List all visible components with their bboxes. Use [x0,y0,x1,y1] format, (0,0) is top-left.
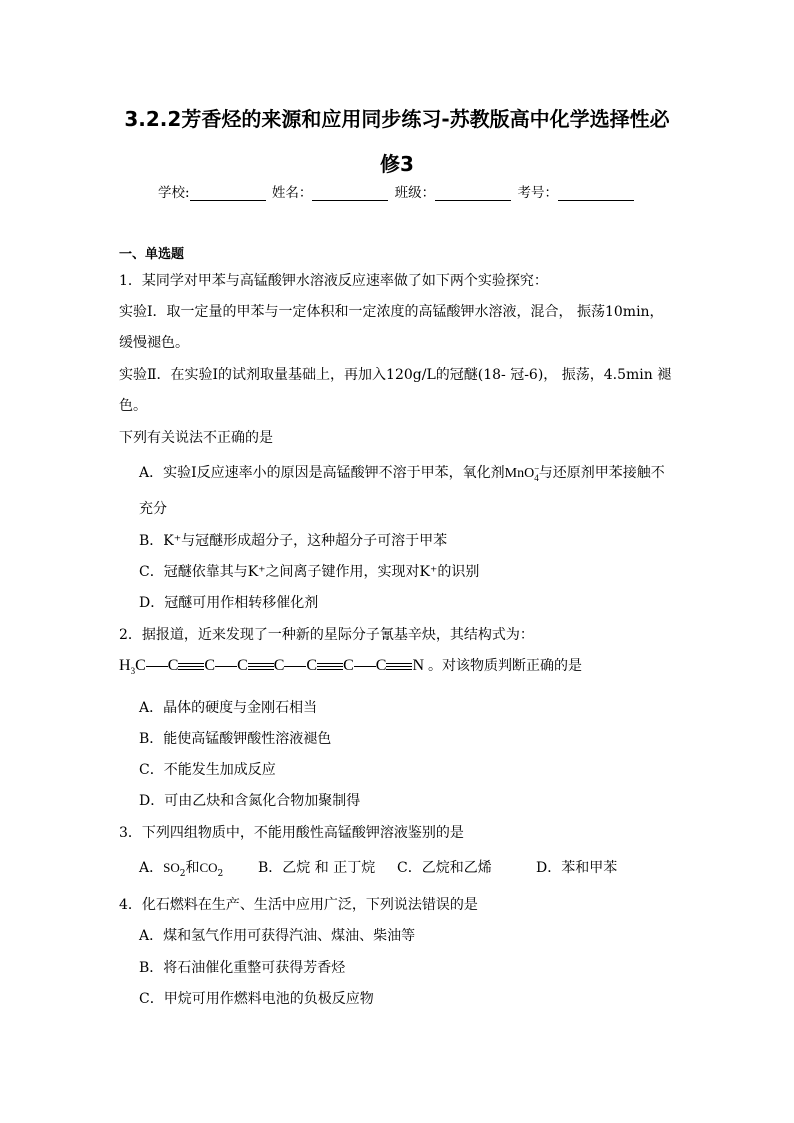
q1-option-a-text1: A．实验Ⅰ反应速率小的原因是高锰酸钾不溶于甲苯，氧化剂 [139,465,505,481]
student-info-row [0,181,794,201]
mno4-formula: MnO−$_4$ [504,463,540,483]
q4-stem: 4．化石燃料在生产、生活中应用广泛，下列说法错误的是 [119,897,478,913]
q3-option-a[interactable]: A．$SO_2$和$CO_2$ [139,860,224,879]
q2-option-b[interactable]: B．能使高锰酸钾酸性溶液褪色 [139,731,332,747]
q4-option-b[interactable]: B．将石油催化重整可获得芳香烃 [139,960,346,976]
name-label: 姓名： [271,185,313,201]
q3-stem: 3．下列四组物质中，不能用酸性高锰酸钾溶液鉴别的是 [119,825,464,841]
class-blank[interactable] [435,186,511,201]
q2-stem: 2．据报道，近来发现了一种新的星际分子氰基辛炔，其结构式为： [119,627,534,643]
q3-option-d[interactable]: D．苯和甲苯 [536,860,618,876]
structural-formula: $H_3C$ C C C C C C C N [119,657,424,677]
q1-stem: 1．某同学对甲苯与高锰酸钾水溶液反应速率做了如下两个实验探究： [119,273,548,289]
q1-option-a-cont: 充分 [139,501,167,517]
section-heading: 一、单选题 [119,247,185,262]
q1-option-a[interactable] [139,462,665,483]
q1-option-b[interactable]: B．K⁺与冠醚形成超分子，这种超分子可溶于甲苯 [139,533,448,549]
school-blank[interactable] [190,186,266,201]
q2-stem-tail: 。对该物质判断正确的是 [428,658,582,674]
q1-option-c[interactable]: C．冠醚依靠其与K⁺之间离子键作用，实现对K⁺的识别 [139,564,480,580]
q4-option-c[interactable]: C．甲烷可用作燃料电池的负极反应物 [139,991,374,1007]
name-blank[interactable] [312,186,388,201]
q1-exp2-line1: 实验Ⅱ．在实验Ⅰ的试剂取量基础上，再加入120g/L的冠醚(18- 冠-6)， 振荡，4.5min 褪 [119,367,672,383]
exam-no-label: 考号： [517,185,558,201]
school-label: 学校: [158,185,190,201]
class-label: 班级： [394,185,436,201]
q1-exp1-line2: 缓慢褪色。 [119,335,189,351]
doc-title-line2: 修3 [380,152,414,176]
q4-option-a[interactable]: A．煤和氢气作用可获得汽油、煤油、柴油等 [139,928,416,944]
q3-option-c[interactable]: C．乙烷和乙烯 [397,860,492,876]
q2-option-a[interactable]: A．晶体的硬度与金刚石相当 [139,700,318,716]
q1-exp1-line1: 实验Ⅰ．取一定量的甲苯与一定体积和一定浓度的高锰酸钾水溶液，混合， 振荡10min， [119,304,664,320]
exam-no-blank[interactable] [558,186,634,201]
q2-option-c[interactable]: C．不能发生加成反应 [139,762,276,778]
q1-question: 下列有关说法不正确的是 [119,430,273,446]
q3-option-b[interactable]: B．乙烷 和 正丁烷 [258,860,376,876]
q1-option-a-text2: 与还原剂甲苯接触不 [538,465,665,481]
doc-title-line1: 3.2.2芳香烃的来源和应用同步练习-苏教版高中化学选择性必 [124,107,670,131]
q1-option-d[interactable]: D．冠醚可用作相转移催化剂 [139,595,319,611]
q1-exp2-line2: 色。 [119,398,147,414]
q2-structure-line [119,655,582,676]
q2-option-d[interactable]: D．可由乙炔和含氮化合物加聚制得 [139,793,361,809]
